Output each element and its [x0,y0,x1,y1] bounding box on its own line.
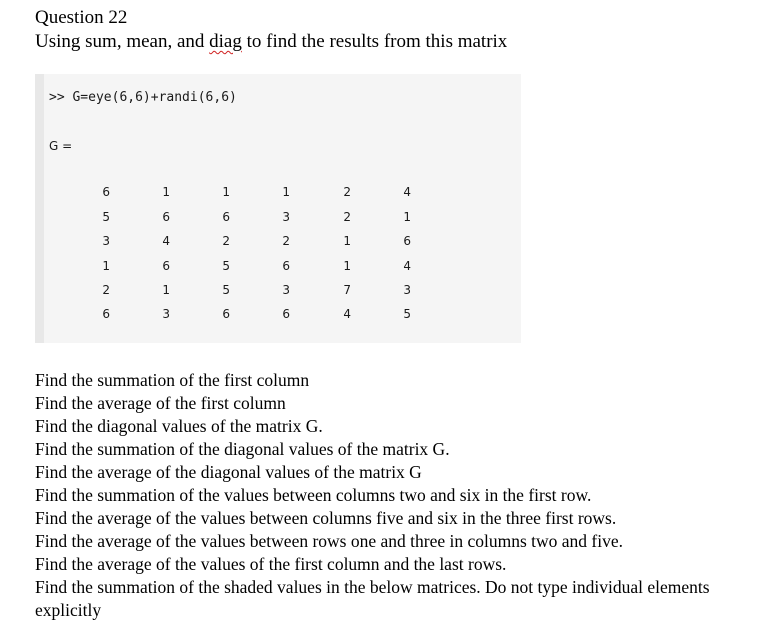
task-item-10: Find the summation of the shaded values in the below matrices. Do not type individual elements explicitly [35,577,710,620]
matrix-cell-r3-c1: 3 [102,234,110,248]
matlab-command-window [35,74,521,343]
command-text: G=eye(6,6)+randi(6,6) [72,90,237,105]
matrix-cell-r5-c4: 3 [282,283,290,297]
matrix-cell-r3-c3: 2 [222,234,230,248]
matrix-cell-r2-c1: 5 [102,210,110,224]
matrix-cell-r5-c3: 5 [222,283,230,297]
task-item-7: Find the average of the values between columns five and six in the three first rows. [35,508,617,528]
spellcheck-flagged-word: diag [209,31,242,52]
matrix-cell-r6-c1: 6 [102,307,110,321]
matrix-cell-r5-c5: 7 [343,283,351,297]
matrix-cell-r4-c2: 6 [162,259,170,273]
matrix-cell-r4-c1: 1 [102,259,110,273]
matrix-cell-r6-c4: 6 [282,307,290,321]
matrix-cell-r6-c2: 3 [162,307,170,321]
intro-text-after: to find the results from this matrix [241,31,508,52]
task-item-1: Find the summation of the first column [35,370,310,390]
matrix-cell-r6-c6: 5 [403,307,411,321]
matrix-cell-r2-c2: 6 [162,210,170,224]
task-list [35,369,750,622]
matrix-cell-r1-c4: 1 [282,185,290,199]
variable-assignment-label: G = [49,139,73,153]
matrix-cell-r2-c4: 3 [282,210,290,224]
matrix-cell-r3-c6: 6 [403,234,411,248]
matrix-cell-r6-c5: 4 [343,307,351,321]
matrix-cell-r4-c4: 6 [282,259,290,273]
matrix-cell-r5-c2: 1 [162,283,170,297]
matrix-cell-r1-c2: 1 [162,185,170,199]
matrix-cell-r4-c6: 4 [403,259,411,273]
matrix-cell-r2-c6: 1 [403,210,411,224]
matrix-cell-r3-c4: 2 [282,234,290,248]
matrix-cell-r3-c2: 4 [162,234,170,248]
command-prompt: >> [49,90,65,105]
question-title: Question 22 [35,7,128,28]
matrix-cell-r4-c5: 1 [343,259,351,273]
matrix-cell-r1-c1: 6 [102,185,110,199]
matrix-cell-r1-c5: 2 [343,185,351,199]
task-item-6: Find the summation of the values between columns two and six in the first row. [35,485,592,505]
matrix-cell-r5-c6: 3 [403,283,411,297]
matrix-output [35,74,521,343]
task-item-4: Find the summation of the diagonal values of the matrix G. [35,439,450,459]
task-item-8: Find the average of the values between rows one and three in columns two and five. [35,531,624,551]
task-item-5: Find the average of the diagonal values of the matrix G [35,462,422,482]
matrix-cell-r5-c1: 2 [102,283,110,297]
task-item-3: Find the diagonal values of the matrix G. [35,416,323,436]
matrix-cell-r2-c3: 6 [222,210,230,224]
task-item-2: Find the average of the first column [35,393,286,413]
task-item-9: Find the average of the values of the first column and the last rows. [35,554,507,574]
matrix-cell-r6-c3: 6 [222,307,230,321]
matrix-cell-r2-c5: 2 [343,210,351,224]
intro-text-before: Using sum, mean, and [35,31,210,52]
matrix-cell-r1-c6: 4 [403,185,411,199]
question-intro [35,31,507,53]
matrix-cell-r1-c3: 1 [222,185,230,199]
matrix-cell-r4-c3: 5 [222,259,230,273]
matrix-cell-r3-c5: 1 [343,234,351,248]
